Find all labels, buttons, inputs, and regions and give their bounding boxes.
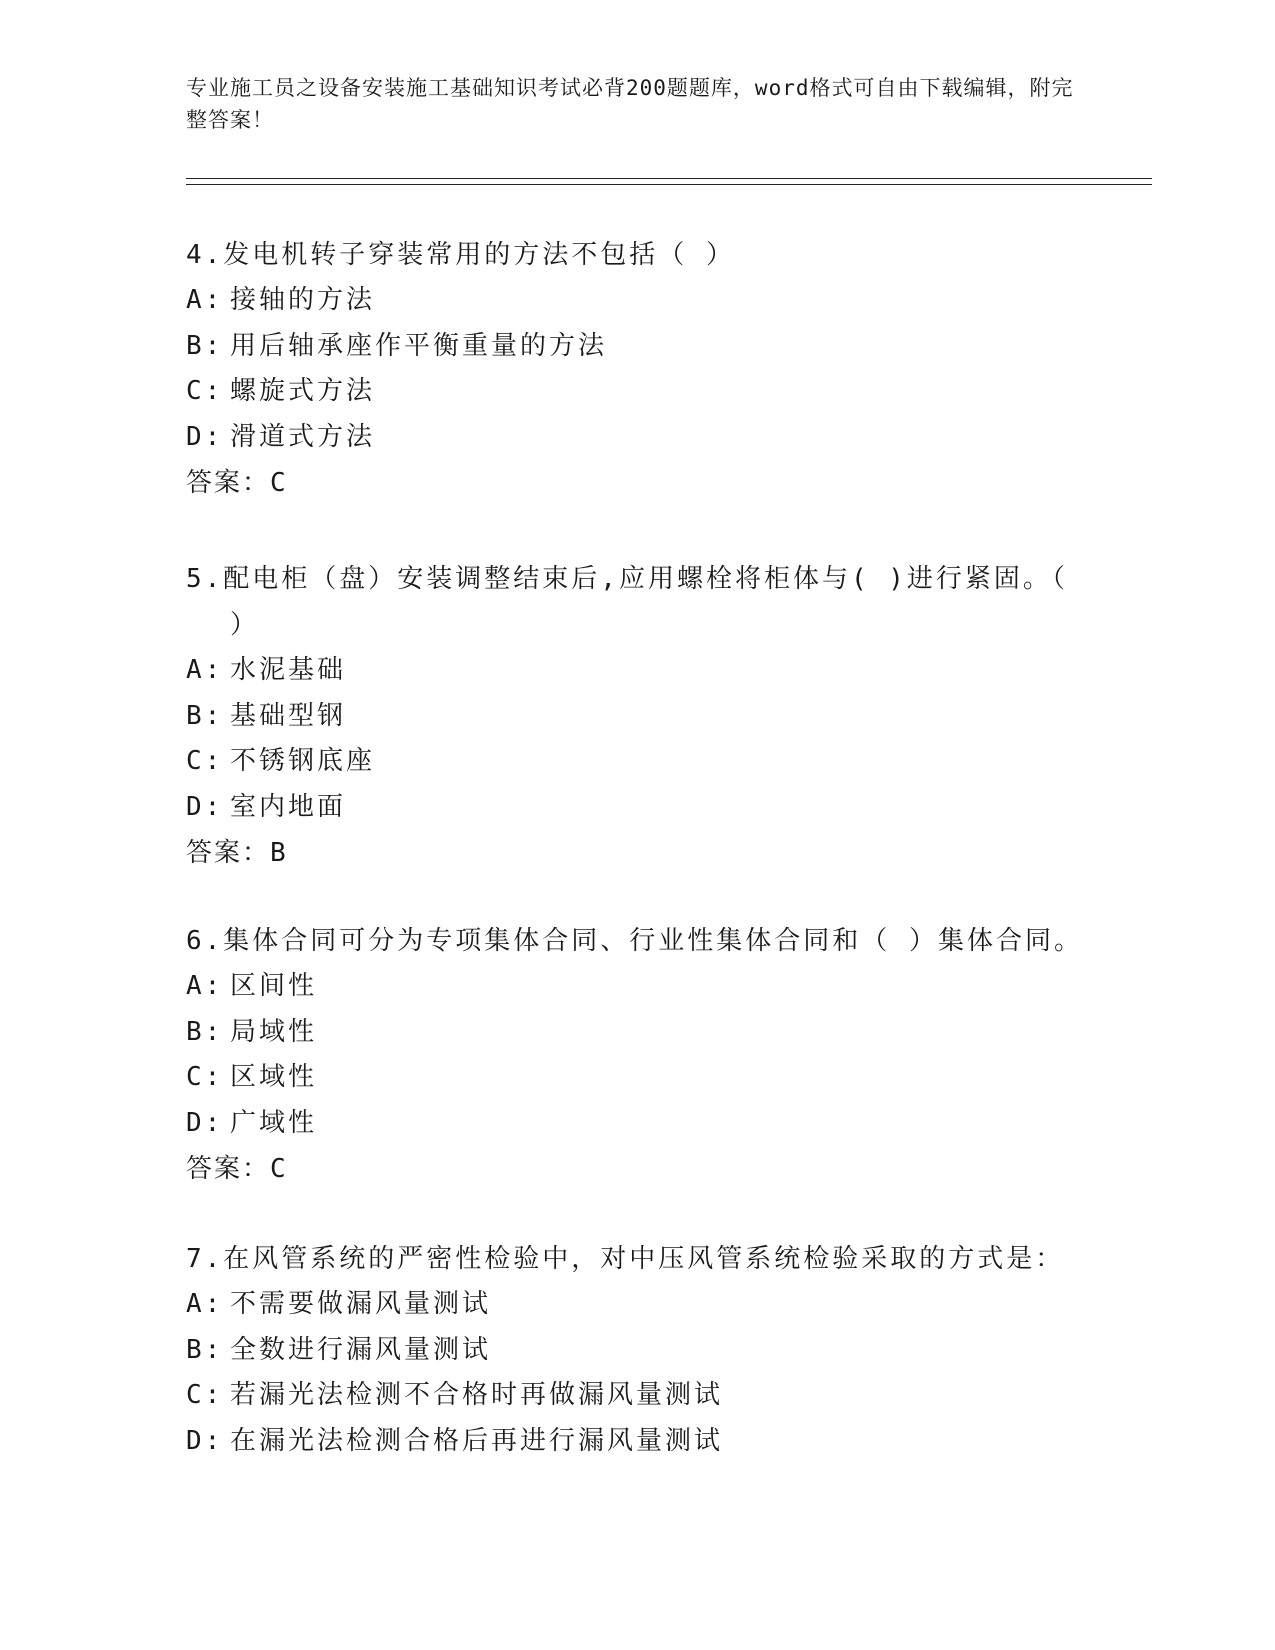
document-header: 专业施工员之设备安装施工基础知识考试必背200题题库，word格式可自由下载编辑，附完整答案！ bbox=[186, 76, 1074, 132]
option-letter: D: bbox=[186, 421, 224, 452]
option-text: 基础型钢 bbox=[230, 700, 347, 731]
option-letter: A: bbox=[186, 655, 224, 685]
option-letter: B: bbox=[186, 1016, 224, 1047]
answer-line: 答案：B bbox=[186, 838, 288, 868]
question-title: 7.在风管系统的严密性检验中，对中压风管系统检验采取的方式是： bbox=[186, 1244, 1065, 1274]
question-6 bbox=[186, 918, 1083, 1192]
option-letter: D: bbox=[186, 1425, 224, 1456]
question-title: 4.发电机转子穿装常用的方法不包括（ ） bbox=[186, 240, 735, 270]
question-5 bbox=[186, 556, 1066, 876]
option-letter: B: bbox=[186, 330, 224, 361]
question-title: 6.集体合同可分为专项集体合同、行业性集体合同和（ ）集体合同。 bbox=[186, 926, 1083, 956]
option-d bbox=[186, 785, 1066, 831]
answer-line: 答案：C bbox=[186, 468, 288, 498]
option-letter: C: bbox=[186, 1380, 224, 1410]
option-letter: C: bbox=[186, 1062, 224, 1092]
option-letter: B: bbox=[186, 1334, 224, 1365]
option-a bbox=[186, 648, 1066, 694]
option-a bbox=[186, 964, 1066, 1010]
option-letter: C: bbox=[186, 746, 224, 776]
option-letter: C: bbox=[186, 376, 224, 406]
option-b bbox=[186, 1328, 1066, 1374]
option-c bbox=[186, 739, 1066, 785]
question-title: 5.配电柜（盘）安装调整结束后,应用螺栓将柜体与( )进行紧固。（ bbox=[186, 564, 1068, 594]
option-text: 广域性 bbox=[230, 1107, 318, 1138]
option-text: 螺旋式方法 bbox=[230, 376, 376, 406]
option-c bbox=[186, 1055, 1066, 1101]
option-text: 局域性 bbox=[230, 1016, 318, 1047]
option-text: 区域性 bbox=[230, 1062, 318, 1092]
option-text: 接轴的方法 bbox=[230, 285, 376, 315]
option-text: 若漏光法检测不合格时再做漏风量测试 bbox=[230, 1380, 724, 1410]
question-7 bbox=[186, 1236, 1066, 1464]
option-letter: D: bbox=[186, 791, 224, 822]
option-b bbox=[186, 1010, 1066, 1056]
option-d bbox=[186, 415, 1066, 461]
option-text: 室内地面 bbox=[230, 791, 347, 822]
header-divider-bottom bbox=[186, 184, 1152, 185]
question-4 bbox=[186, 232, 1066, 506]
answer-line: 答案：C bbox=[186, 1154, 288, 1184]
option-letter: A: bbox=[186, 285, 224, 315]
option-b bbox=[186, 324, 1066, 370]
option-letter: D: bbox=[186, 1107, 224, 1138]
option-text: 不需要做漏风量测试 bbox=[230, 1289, 492, 1319]
option-b bbox=[186, 694, 1066, 740]
option-text: 在漏光法检测合格后再进行漏风量测试 bbox=[230, 1425, 724, 1456]
option-text: 不锈钢底座 bbox=[230, 746, 376, 776]
option-d bbox=[186, 1419, 1066, 1465]
option-a bbox=[186, 278, 1066, 324]
question-title-continuation: ） bbox=[230, 610, 260, 640]
option-c bbox=[186, 1373, 1066, 1419]
option-c bbox=[186, 369, 1066, 415]
option-text: 全数进行漏风量测试 bbox=[230, 1334, 492, 1365]
option-a bbox=[186, 1282, 1066, 1328]
option-letter: B: bbox=[186, 700, 224, 731]
option-letter: A: bbox=[186, 1289, 224, 1319]
option-text: 水泥基础 bbox=[230, 655, 347, 685]
option-text: 用后轴承座作平衡重量的方法 bbox=[230, 330, 608, 361]
option-letter: A: bbox=[186, 971, 224, 1001]
option-text: 区间性 bbox=[230, 971, 318, 1001]
option-d bbox=[186, 1101, 1066, 1147]
option-text: 滑道式方法 bbox=[230, 421, 376, 452]
header-divider-top bbox=[186, 178, 1152, 179]
